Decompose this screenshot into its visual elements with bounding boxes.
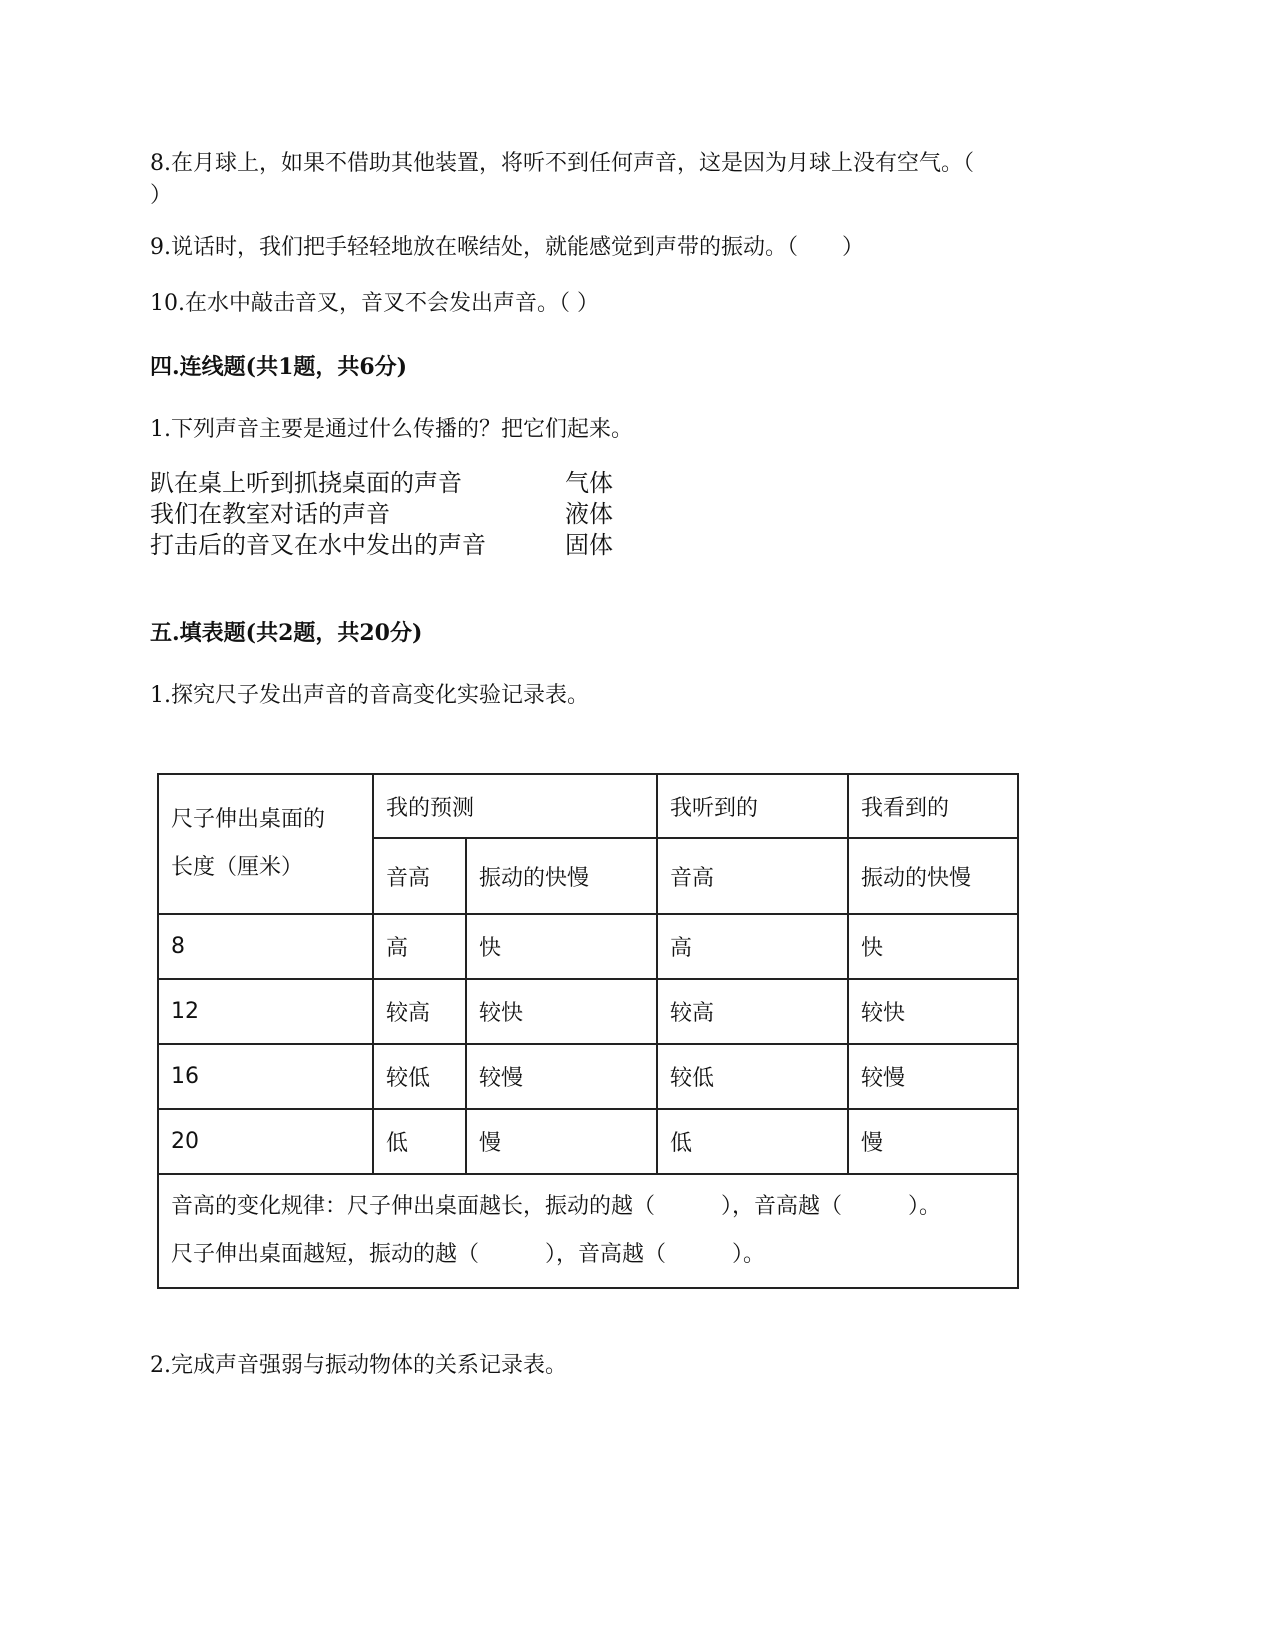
header-what-i-saw: 我看到的 [848,774,1018,838]
section-5-question-2: 2.完成声音强弱与振动物体的关系记录表。 [150,1353,567,1378]
length-header-line2: 长度（厘米） [171,855,304,880]
question-10: 10.在水中敲击音叉，音叉不会发出声音。（ ） [150,291,599,316]
table-footer-row [158,1174,1018,1288]
subheader-saw-speed: 振动的快慢 [848,838,1018,914]
cell-saw-speed: 较慢 [848,1044,1018,1109]
cell-prediction-pitch: 较高 [373,979,466,1044]
cell-heard-pitch: 较高 [657,979,848,1044]
match-right-item-2: 液体 [565,500,613,528]
length-header-cell [158,774,373,914]
section-4-heading: 四.连线题(共1题，共6分) [150,354,408,380]
cell-heard-pitch: 较低 [657,1044,848,1109]
subheader-prediction-pitch: 音高 [373,838,466,914]
pitch-rule-cell [158,1174,1018,1288]
header-what-i-heard: 我听到的 [657,774,848,838]
match-right-item-3: 固体 [565,531,613,559]
cell-saw-speed: 慢 [848,1109,1018,1174]
pitch-rule-line2: 尺子伸出桌面越短，振动的越（ ），音高越（ ）。 [171,1242,766,1267]
table-row [158,914,1018,979]
cell-prediction-pitch: 高 [373,914,466,979]
table-row [158,1109,1018,1174]
pitch-record-table [157,773,1019,1289]
table-group-header-row [158,774,1018,838]
match-left-item-2: 我们在教室对话的声音 [150,500,390,528]
cell-heard-pitch: 高 [657,914,848,979]
cell-saw-speed: 快 [848,914,1018,979]
cell-prediction-speed: 较快 [466,979,657,1044]
cell-saw-speed: 较快 [848,979,1018,1044]
section-5-question-1: 1.探究尺子发出声音的音高变化实验记录表。 [150,683,589,708]
length-header-line1: 尺子伸出桌面的 [171,807,326,832]
question-9: 9.说话时，我们把手轻轻地放在喉结处，就能感觉到声带的振动。（ ） [150,235,864,260]
subheader-prediction-speed: 振动的快慢 [466,838,657,914]
table-row [158,979,1018,1044]
cell-length: 16 [158,1044,373,1109]
question-8-line1: 8.在月球上，如果不借助其他装置，将听不到任何声音，这是因为月球上没有空气。（ [150,151,974,176]
question-8-line2: ） [150,183,173,208]
cell-prediction-speed: 慢 [466,1109,657,1174]
cell-length: 12 [158,979,373,1044]
section-4-question-1: 1.下列声音主要是通过什么传播的？把它们起来。 [150,417,633,442]
cell-length: 8 [158,914,373,979]
match-left-item-3: 打击后的音叉在水中发出的声音 [150,531,486,559]
cell-prediction-speed: 较慢 [466,1044,657,1109]
cell-prediction-speed: 快 [466,914,657,979]
section-5-heading: 五.填表题(共2题，共20分) [150,620,423,646]
match-right-item-1: 气体 [565,469,613,497]
cell-prediction-pitch: 低 [373,1109,466,1174]
cell-heard-pitch: 低 [657,1109,848,1174]
cell-prediction-pitch: 较低 [373,1044,466,1109]
pitch-rule-line1: 音高的变化规律：尺子伸出桌面越长，振动的越（ ），音高越（ ）。 [171,1194,942,1219]
match-left-item-1: 趴在桌上听到抓挠桌面的声音 [150,469,462,497]
subheader-heard-pitch: 音高 [657,838,848,914]
table-row [158,1044,1018,1109]
cell-length: 20 [158,1109,373,1174]
header-my-prediction: 我的预测 [373,774,657,838]
